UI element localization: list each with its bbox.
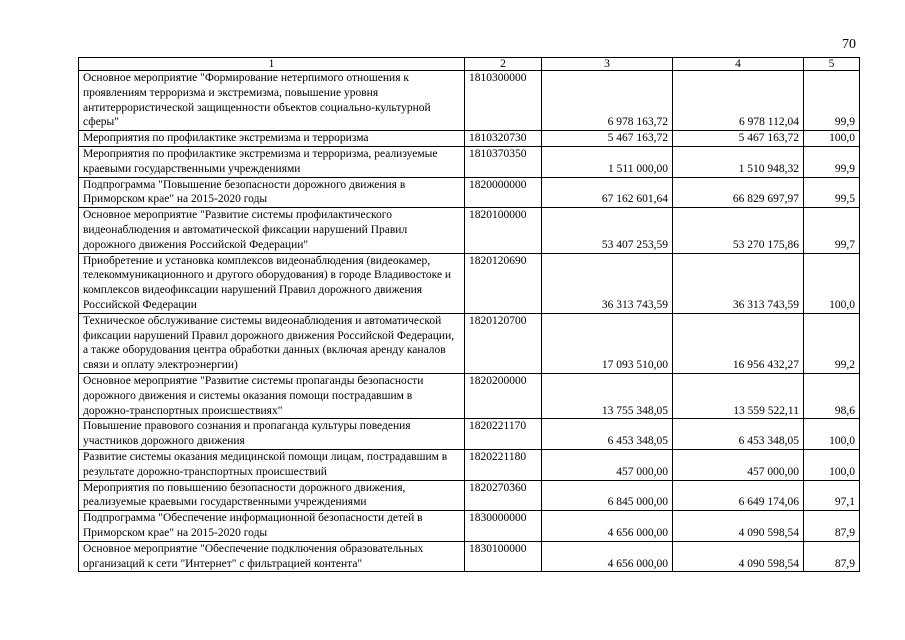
row-name-cell: Основное мероприятие "Развитие системы профилактического видеонаблюдения и автоматической фиксации нарушений Правил дорожного движения Российской Федерации" — [79, 208, 465, 253]
row-fact-cell: 4 090 598,54 — [673, 511, 804, 542]
row-fact-cell: 6 649 174,06 — [673, 480, 804, 511]
row-name-cell: Мероприятия по повышению безопасности дорожного движения, реализуемые краевыми государственными учреждениями — [79, 480, 465, 511]
row-plan-cell: 53 407 253,59 — [542, 208, 673, 253]
table-row — [79, 146, 860, 177]
row-name-cell: Мероприятия по профилактике экстремизма и терроризма — [79, 131, 465, 147]
row-fact-cell: 6 453 348,05 — [673, 419, 804, 450]
row-code-cell: 1810370350 — [465, 146, 542, 177]
row-code-cell: 1820100000 — [465, 208, 542, 253]
row-code-cell: 1820221180 — [465, 449, 542, 480]
table-row — [79, 511, 860, 542]
header-cell: 3 — [542, 58, 673, 71]
row-code-cell: 1820000000 — [465, 177, 542, 208]
row-code-cell: 1820120690 — [465, 253, 542, 313]
table-row — [79, 541, 860, 572]
row-code-cell: 1810320730 — [465, 131, 542, 147]
table-row — [79, 480, 860, 511]
row-plan-cell: 6 845 000,00 — [542, 480, 673, 511]
table-row — [79, 313, 860, 373]
table-row — [79, 71, 860, 131]
row-plan-cell: 6 453 348,05 — [542, 419, 673, 450]
table-row — [79, 131, 860, 147]
page-number: 70 — [842, 37, 856, 52]
budget-table — [78, 57, 860, 572]
row-name-cell: Приобретение и установка комплексов видеонаблюдения (видеокамер, телекоммуникационного и другого оборудования) в городе Владивостоке и комплексов видеофиксации нарушений Правил дорожного движения Российской Федерации — [79, 253, 465, 313]
row-percent-cell: 99,9 — [804, 146, 860, 177]
header-cell: 5 — [804, 58, 860, 71]
row-percent-cell: 100,0 — [804, 131, 860, 147]
row-fact-cell: 457 000,00 — [673, 449, 804, 480]
row-percent-cell: 99,5 — [804, 177, 860, 208]
row-percent-cell: 87,9 — [804, 511, 860, 542]
row-percent-cell: 98,6 — [804, 373, 860, 418]
row-code-cell: 1820270360 — [465, 480, 542, 511]
row-name-cell: Основное мероприятие "Обеспечение подключения образовательных организаций к сети "Интернет" с фильтрацией контента" — [79, 541, 465, 572]
row-fact-cell: 13 559 522,11 — [673, 373, 804, 418]
row-name-cell: Мероприятия по профилактике экстремизма и терроризма, реализуемые краевыми государственными учреждениями — [79, 146, 465, 177]
table-header-row — [79, 58, 860, 71]
row-name-cell: Основное мероприятие "Формирование нетерпимого отношения к проявлениям терроризма и экстремизма, повышение уровня антитеррористической защищенности объектов социально-культурной сферы" — [79, 71, 465, 131]
row-name-cell: Развитие системы оказания медицинской помощи лицам, пострадавшим в результате дорожно-транспортных происшествий — [79, 449, 465, 480]
row-plan-cell: 6 978 163,72 — [542, 71, 673, 131]
row-fact-cell: 1 510 948,32 — [673, 146, 804, 177]
row-fact-cell: 66 829 697,97 — [673, 177, 804, 208]
header-cell: 4 — [673, 58, 804, 71]
row-name-cell: Подпрограмма "Обеспечение информационной безопасности детей в Приморском крае" на 2015-2020 годы — [79, 511, 465, 542]
row-fact-cell: 6 978 112,04 — [673, 71, 804, 131]
row-code-cell: 1820200000 — [465, 373, 542, 418]
row-plan-cell: 17 093 510,00 — [542, 313, 673, 373]
header-cell: 1 — [79, 58, 465, 71]
header-cell: 2 — [465, 58, 542, 71]
row-name-cell: Подпрограмма "Повышение безопасности дорожного движения в Приморском крае" на 2015-2020 годы — [79, 177, 465, 208]
row-plan-cell: 67 162 601,64 — [542, 177, 673, 208]
row-name-cell: Основное мероприятие "Развитие системы пропаганды безопасности дорожного движения и системы оказания помощи пострадавшим в дорожно-транспортных происшествиях" — [79, 373, 465, 418]
row-code-cell: 1820120700 — [465, 313, 542, 373]
row-code-cell: 1830000000 — [465, 511, 542, 542]
table-row — [79, 449, 860, 480]
row-code-cell: 1810300000 — [465, 71, 542, 131]
table-row — [79, 177, 860, 208]
row-name-cell: Повышение правового сознания и пропаганда культуры поведения участников дорожного движения — [79, 419, 465, 450]
row-percent-cell: 100,0 — [804, 253, 860, 313]
row-percent-cell: 97,1 — [804, 480, 860, 511]
row-percent-cell: 99,7 — [804, 208, 860, 253]
row-percent-cell: 100,0 — [804, 449, 860, 480]
table-row — [79, 419, 860, 450]
row-fact-cell: 16 956 432,27 — [673, 313, 804, 373]
row-plan-cell: 4 656 000,00 — [542, 511, 673, 542]
row-percent-cell: 99,9 — [804, 71, 860, 131]
row-percent-cell: 87,9 — [804, 541, 860, 572]
row-code-cell: 1820221170 — [465, 419, 542, 450]
row-plan-cell: 36 313 743,59 — [542, 253, 673, 313]
row-fact-cell: 4 090 598,54 — [673, 541, 804, 572]
table-row — [79, 373, 860, 418]
row-plan-cell: 4 656 000,00 — [542, 541, 673, 572]
row-plan-cell: 13 755 348,05 — [542, 373, 673, 418]
row-percent-cell: 99,2 — [804, 313, 860, 373]
row-fact-cell: 5 467 163,72 — [673, 131, 804, 147]
row-fact-cell: 36 313 743,59 — [673, 253, 804, 313]
row-plan-cell: 457 000,00 — [542, 449, 673, 480]
table-row — [79, 253, 860, 313]
table-row — [79, 208, 860, 253]
row-name-cell: Техническое обслуживание системы видеонаблюдения и автоматической фиксации нарушений Правил дорожного движения Российской Федерации, а также оборудования центра обработки данных (включая аренду каналов связи и оплату электроэнергии) — [79, 313, 465, 373]
row-fact-cell: 53 270 175,86 — [673, 208, 804, 253]
row-plan-cell: 1 511 000,00 — [542, 146, 673, 177]
row-percent-cell: 100,0 — [804, 419, 860, 450]
row-plan-cell: 5 467 163,72 — [542, 131, 673, 147]
row-code-cell: 1830100000 — [465, 541, 542, 572]
